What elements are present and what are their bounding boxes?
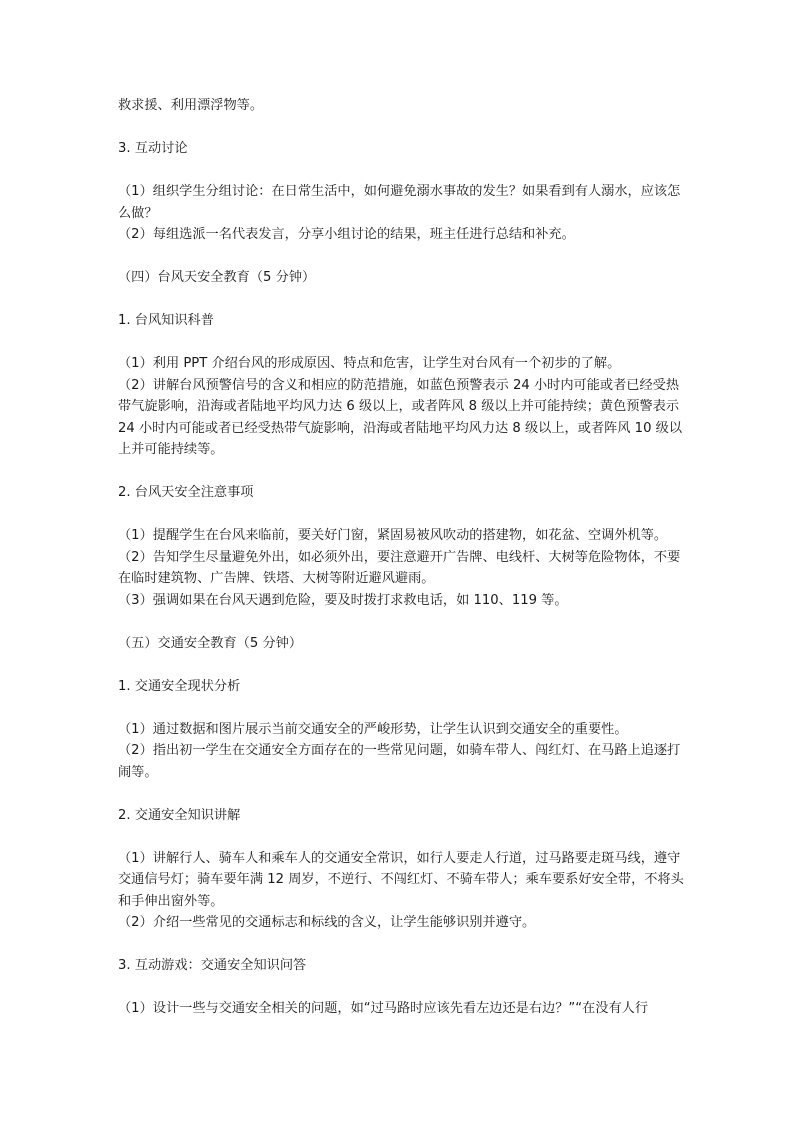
body-paragraph: （3）强调如果在台风天遇到危险，要及时拨打求救电话，如 110、119 等。 [118,592,568,608]
body-paragraph: （2）指出初一学生在交通安全方面存在的一些常见问题，如骑车带人、闯红灯、在马路上追逐打闹等。 [118,743,681,780]
section-heading: （五）交通安全教育（5 分钟） [118,635,303,651]
section-heading: 3. 互动游戏：交通安全知识问答 [118,958,307,973]
paragraph-spacer [118,246,690,268]
section-heading: 2. 台风天安全注意事项 [118,485,254,500]
body-paragraph: （1）讲解行人、骑车人和乘车人的交通安全常识，如行人要走人行道，过马路要走斑马线，遵守交通信号灯；骑车要年满 12 周岁，不逆行、不闯红灯、不骑车带人；乘车要系好安全带，不将头和手伸出窗外等。 [118,850,684,909]
document-page [118,95,690,1020]
body-paragraph: （1）组织学生分组讨论：在日常生活中，如何避免溺水事故的发生？如果看到有人溺水，应该怎么做？ [118,184,681,221]
paragraph-spacer [118,826,690,848]
body-paragraph: （1）利用 PPT 介绍台风的形成原因、特点和危害，让学生对台风有一个初步的了解。 [118,356,621,371]
section-heading: 2. 交通安全知识讲解 [118,807,241,823]
paragraph-spacer [118,697,690,719]
section-heading: 3. 互动讨论 [118,141,188,156]
body-paragraph: （2）讲解台风预警信号的含义和相应的防范措施，如蓝色预警表示 24 小时内可能或者已经受热带气旋影响，沿海或者陆地平均风力达 6 级以上，或者阵风 8 级以上并可能持续；黄色预警表示 24 小时内可能或者已经受热带气旋影响，沿海或者陆地平均风力达 8 级以上，或者阵风 10 级以上并可能持续等。 [118,377,683,457]
paragraph-spacer [118,289,690,311]
paragraph-spacer [118,611,690,633]
body-paragraph: （1）通过数据和图片展示当前交通安全的严峻形势，让学生认识到交通安全的重要性。 [118,721,628,737]
paragraph-spacer [118,783,690,805]
paragraph-spacer [118,504,690,526]
body-paragraph: （2）介绍一些常见的交通标志和标线的含义，让学生能够识别并遵守。 [118,915,536,930]
body-paragraph: 救求援、利用漂浮物等。 [118,98,264,113]
body-paragraph: （1）提醒学生在台风来临前，要关好门窗，紧固易被风吹动的搭建物，如花盆、空调外机等。 [118,528,668,543]
paragraph-spacer [118,654,690,676]
paragraph-spacer [118,117,690,139]
section-heading: （四）台风天安全教育（5 分钟） [118,270,316,285]
section-heading: 1. 台风知识科普 [118,313,214,328]
paragraph-spacer [118,934,690,956]
body-paragraph: （2）每组选派一名代表发言，分享小组讨论的结果，班主任进行总结和补充。 [118,227,575,242]
paragraph-spacer [118,977,690,999]
body-paragraph: （2）告知学生尽量避免外出，如必须外出，要注意避开广告牌、电线杆、大树等危险物体，不要在临时建筑物、广告牌、铁塔、大树等附近避风避雨。 [118,549,681,586]
body-paragraph: （1）设计一些与交通安全相关的问题，如“过马路时应该先看左边还是右边？”“在没有人行 [118,1001,649,1016]
paragraph-spacer [118,461,690,483]
paragraph-spacer [118,160,690,182]
paragraph-spacer [118,332,690,354]
section-heading: 1. 交通安全现状分析 [118,678,241,694]
